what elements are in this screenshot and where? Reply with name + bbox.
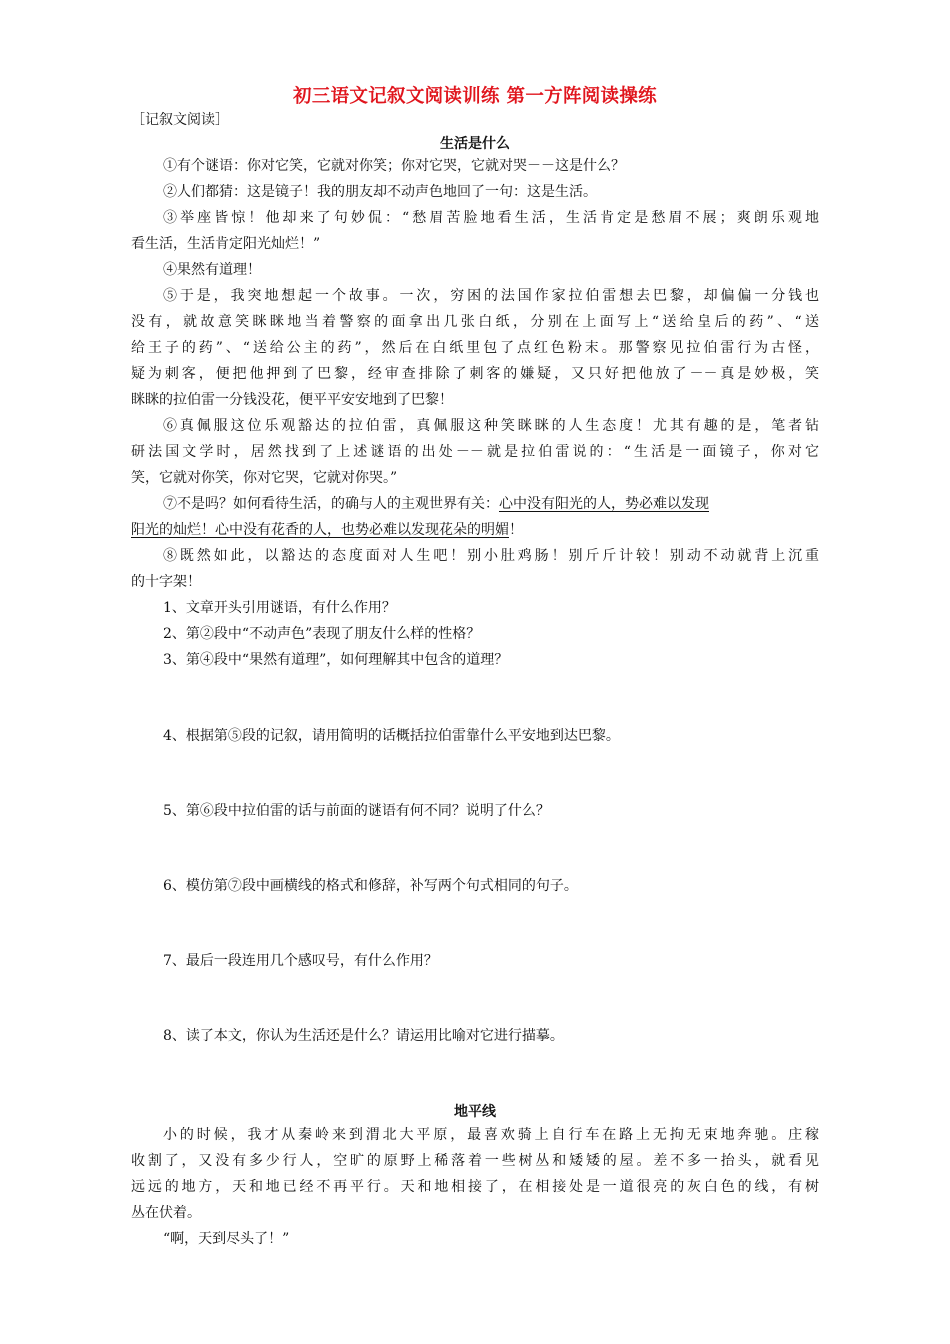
paragraph-line: 疑为刺客，便把他押到了巴黎，经审查排除了刺客的嫌疑，又只好把他放了－－真是妙极，笑 bbox=[131, 366, 819, 382]
paragraph-text: ！ bbox=[509, 522, 523, 538]
paragraph-line: ①有个谜语：你对它笑，它就对你笑；你对它哭，它就对哭－－这是什么？ bbox=[163, 158, 625, 174]
document-title: 初三语文记叙文阅读训练 第一方阵阅读操练 bbox=[293, 86, 657, 107]
paragraph-line: ④果然有道理！ bbox=[163, 262, 261, 278]
paragraph-line: 给王子的药”、“送给公主的药”，然后在白纸里包了点红色粉末。那警察见拉伯雷行为古怪， bbox=[131, 340, 819, 356]
question-item: 5、第⑥段中拉伯雷的话与前面的谜语有何不同？说明了什么？ bbox=[163, 803, 550, 819]
paragraph-line: 收割了，又没有多少行人，空旷的原野上稀落着一些树丛和矮矮的屋。差不多一抬头，就看见 bbox=[131, 1153, 819, 1169]
paragraph-line: 远远的地方，天和地已经不再平行。天和地相接了，在相接处是一道很亮的灰白色的线，有树 bbox=[131, 1179, 819, 1195]
question-item: 2、第②段中“不动声色”表现了朋友什么样的性格？ bbox=[163, 626, 481, 642]
section-label: ［记叙文阅读］ bbox=[131, 112, 229, 128]
paragraph-line: ⑥真佩服这位乐观豁达的拉伯雷，真佩服这种笑眯眯的人生态度！尤其有趣的是，笔者钻 bbox=[163, 418, 819, 434]
paragraph-line: ③举座皆惊！他却来了句妙侃：“愁眉苦脸地看生活，生活肯定是愁眉不展；爽朗乐观地 bbox=[163, 210, 819, 226]
underlined-sentence: 心中没有阳光的人，势必难以发现 bbox=[499, 496, 709, 512]
paragraph-line: ②人们都猜：这是镜子！我的朋友却不动声色地回了一句：这是生活。 bbox=[163, 184, 597, 200]
paragraph-line: ⑧既然如此，以豁达的态度面对人生吧！别小肚鸡肠！别斤斤计较！别动不动就背上沉重 bbox=[163, 548, 819, 564]
paragraph-line: 丛在伏着。 bbox=[131, 1205, 201, 1221]
paragraph-line bbox=[131, 520, 819, 540]
paragraph-line: “啊，天到尽头了！” bbox=[163, 1231, 290, 1247]
paragraph-line: 研法国文学时，居然找到了上述谜语的出处－－就是拉伯雷说的：“生活是一面镜子，你对它 bbox=[131, 444, 819, 460]
question-item: 8、读了本文，你认为生活还是什么？请运用比喻对它进行描摹。 bbox=[163, 1028, 564, 1044]
paragraph-line: 看生活，生活肯定阳光灿烂！” bbox=[131, 236, 321, 252]
question-item: 4、根据第⑤段的记叙，请用简明的话概括拉伯雷靠什么平安地到达巴黎。 bbox=[163, 728, 620, 744]
underlined-sentence: 阳光的灿烂！心中没有花香的人，也势必难以发现花朵的明媚 bbox=[131, 522, 509, 538]
paragraph-line: 的十字架！ bbox=[131, 574, 201, 590]
question-item: 6、模仿第⑦段中画横线的格式和修辞，补写两个句式相同的句子。 bbox=[163, 878, 578, 894]
question-item: 3、第④段中“果然有道理”，如何理解其中包含的道理？ bbox=[163, 652, 509, 668]
paragraph-text: ⑦不是吗？如何看待生活，的确与人的主观世界有关： bbox=[163, 496, 499, 512]
paragraph-line: 没有，就故意笑眯眯地当着警察的面拿出几张白纸，分别在上面写上“送给皇后的药”、“送 bbox=[131, 314, 819, 330]
paragraph-line: 眯眯的拉伯雷一分钱没花，便平平安安地到了巴黎！ bbox=[131, 392, 453, 408]
paragraph-line: ⑤于是，我突地想起一个故事。一次，穷困的法国作家拉伯雷想去巴黎，却偏偏一分钱也 bbox=[163, 288, 819, 304]
article-title: 地平线 bbox=[454, 1104, 496, 1120]
article-title: 生活是什么 bbox=[440, 136, 510, 152]
paragraph-line: 笑，它就对你笑，你对它哭，它就对你哭。” bbox=[131, 470, 398, 486]
paragraph-line: 小的时候，我才从秦岭来到渭北大平原，最喜欢骑上自行车在路上无拘无束地奔驰。庄稼 bbox=[163, 1127, 819, 1143]
question-item: 7、最后一段连用几个感叹号，有什么作用？ bbox=[163, 953, 438, 969]
paragraph-line bbox=[131, 494, 819, 514]
question-item: 1、文章开头引用谜语，有什么作用？ bbox=[163, 600, 396, 616]
